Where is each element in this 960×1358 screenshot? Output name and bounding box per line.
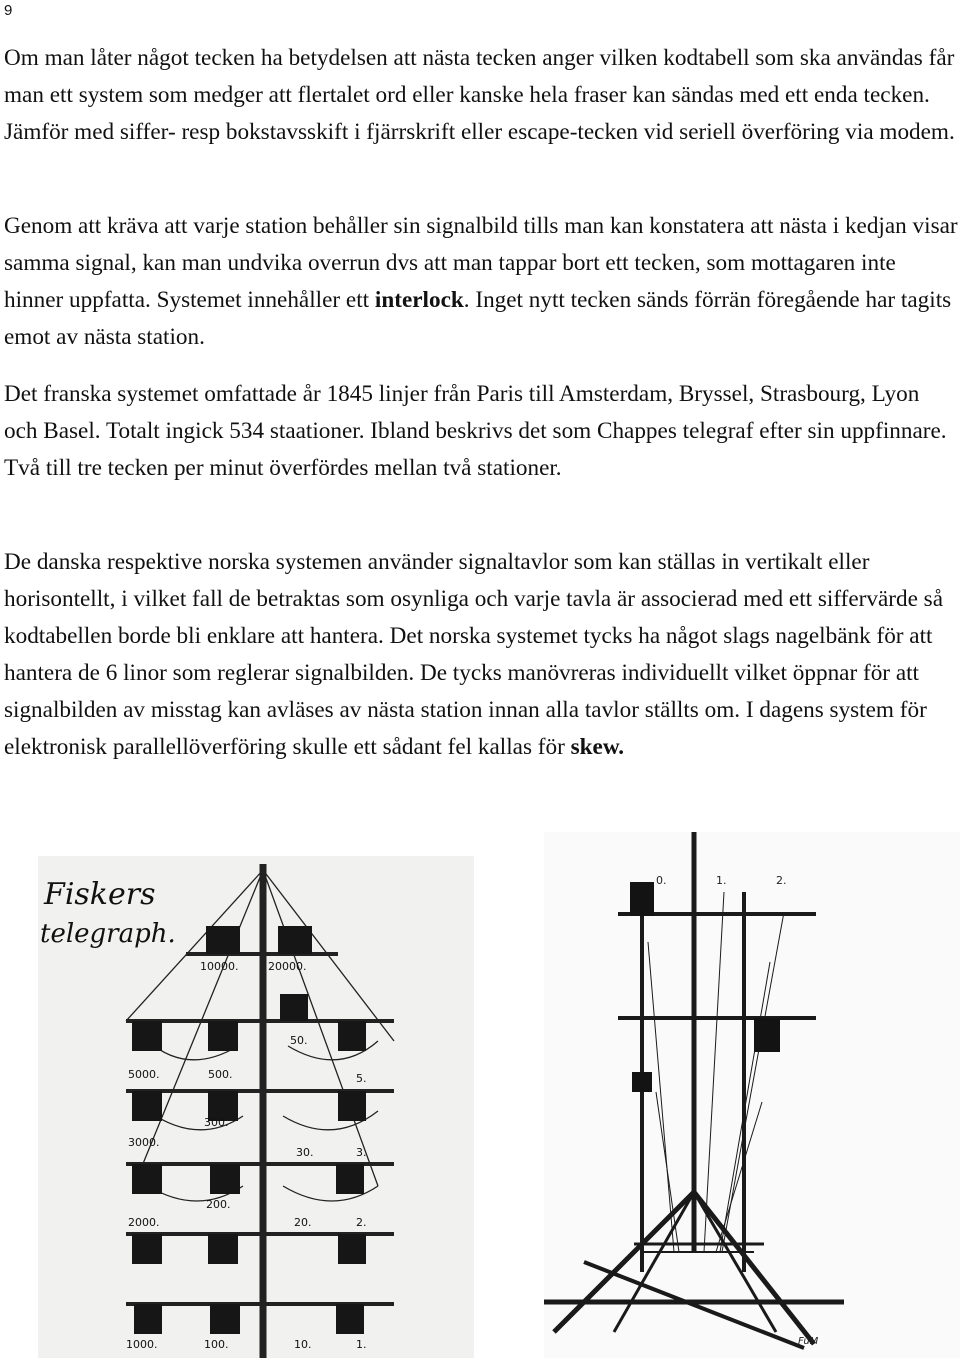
label-10000: 10000. — [200, 960, 239, 973]
label-30: 30. — [296, 1146, 314, 1159]
label-20000: 20000. — [268, 960, 307, 973]
term-interlock: interlock — [374, 287, 464, 313]
label-200: 200. — [206, 1198, 231, 1211]
label-5000: 5000. — [128, 1068, 160, 1081]
label-2000: 2000. — [128, 1216, 160, 1229]
label-2: 2. — [356, 1216, 367, 1229]
label-0: 0. — [656, 874, 667, 887]
label-1: 1. — [356, 1338, 367, 1351]
term-skew: skew. — [570, 734, 625, 760]
paragraph-interlock-end: . Inget nytt tecken sänds förrän föregående har tagits emot av nästa station. — [4, 287, 952, 350]
paragraph-danish-norwegian — [4, 544, 958, 766]
label-50: 50. — [290, 1034, 308, 1047]
paragraph-french-system: Det franska systemet omfattade år 1845 linjer från Paris till Amsterdam, Bryssel, Strasbourg, Lyon och Basel. Totalt ingick 534 staationer. Ibland beskrivs det som Chappes telegraf efter sin uppfinnare. Två till tre tecken per minut överfördes mellan två stationer. — [4, 381, 947, 481]
label-500: 500. — [208, 1068, 233, 1081]
title-fiskers: Fiskers — [44, 877, 156, 912]
label-20: 20. — [294, 1216, 312, 1229]
label-3000: 3000. — [128, 1136, 160, 1149]
paragraph-interlock — [4, 208, 958, 356]
label-3: 3. — [356, 1146, 367, 1159]
label-5: 5. — [356, 1072, 367, 1085]
paragraph-interlock-text: Genom att kräva att varje station behåller sin signalbild tills man kan konstatera att nästa i kedjan visar samma signal, kan man undvika overrun dvs att man tappar bort ett tecken, som mottagaren inte hinner uppfatta. Systemet innehåller ett — [4, 213, 958, 313]
page-number: 9 — [4, 2, 13, 19]
artist-signature: FuM — [798, 1336, 819, 1347]
label-1: 1. — [716, 874, 727, 887]
label-300: 300. — [204, 1116, 229, 1129]
label-100: 100. — [204, 1338, 229, 1351]
paragraph-code-table: Om man låter något tecken ha betydelsen att nästa tecken anger vilken kodtabell som ska användas får man ett system som medger att flertalet ord eller kanske hela fraser kan sändas med ett enda tecken. Jämför med siffer- resp bokstavsskift i fjärrskrift eller escape-tecken vid seriell överföring via modem. — [4, 45, 955, 145]
title-telegraph: telegraph. — [40, 919, 176, 949]
fiskers-telegraph-illustration — [38, 856, 474, 1358]
label-2: 2. — [776, 874, 787, 887]
paragraph-danish-text: De danska respektive norska systemen använder signaltavlor som kan ställas in vertikalt eller horisontellt, i vilket fall de betraktas som osynliga och varje tavla är associerad med ett siffervärde så kodtabellen borde bli enklare att hantera. Det norska systemet tycks ha något slags nagelbänk för att hantera de 6 linor som reglerar signalbilden. De tycks manövreras individuellt vilket öppnar för att signalbilden av misstag kan avläses av nästa station innan alla tavlor ställts om. I dagens system för elektronisk parallellöverföring skulle ett sådant fel kallas för — [4, 549, 943, 760]
label-10: 10. — [294, 1338, 312, 1351]
label-1000: 1000. — [126, 1338, 158, 1351]
norwegian-telegraph-illustration — [544, 832, 960, 1358]
